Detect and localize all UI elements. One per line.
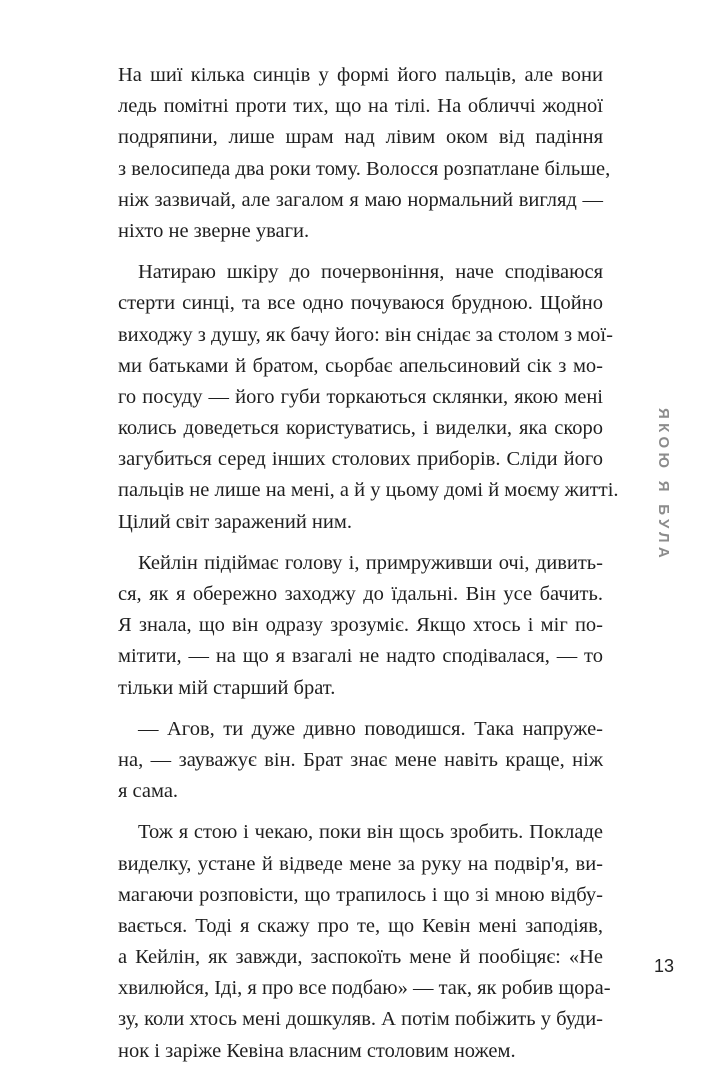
- text-line: Натираю шкіру до почервоніння, наче сподіваюся: [138, 261, 603, 284]
- text-line: виделку, устане й відведе мене за руку на подвір'я, ви-: [118, 852, 603, 875]
- text-line: Кейлін підіймає голову і, примруживши очі, дивить-: [138, 551, 603, 574]
- paragraph-gap: [118, 704, 603, 714]
- text-line: Тож я стою і чекаю, поки він щось зробить. Покладе: [138, 821, 603, 844]
- text-line: хвилюйся, Іді, я про все подбаю» — так, як робив щора-: [118, 977, 611, 1000]
- paragraph-gap: [118, 247, 603, 257]
- paragraph-5: [118, 817, 611, 1067]
- text-line: ся, як я обережно заходжу до їдальні. Він усе бачить.: [118, 583, 603, 605]
- text-line: магаючи розповісти, що трапилось і що зі мною відбу-: [118, 883, 603, 906]
- running-title: ЯКОЮ Я БУЛА: [655, 408, 672, 563]
- text-line: На шиї кілька синців у формі його пальців, але вони: [118, 64, 603, 86]
- text-line: ніхто не зверне уваги.: [118, 219, 310, 242]
- paragraph-gap: [118, 538, 603, 548]
- text-line: на, — зауважує він. Брат знає мене навіть краще, ніж: [118, 748, 603, 771]
- text-line: ніж зазвичай, але загалом я маю нормальний вигляд —: [118, 188, 603, 211]
- text-line: загубиться серед інших столових приборів. Сліди його: [118, 448, 603, 471]
- text-line: а Кейлін, як завжди, заспокоїть мене й пообіцяє: «Не: [118, 946, 603, 969]
- text-line: ледь помітні проти тих, що на тілі. На обличчі жодної: [118, 95, 603, 118]
- text-line: подряпини, лише шрам над лівим оком від падіння: [118, 126, 603, 149]
- text-line: тільки мій старший брат.: [118, 676, 336, 699]
- page-number: 13: [653, 956, 674, 976]
- text-line: стерти синці, та все одно почуваюся брудною. Щойно: [118, 292, 603, 315]
- text-line: пальців не лише на мені, а й у цьому домі й моєму житті.: [118, 479, 619, 502]
- text-line: Я знала, що він одразу зрозуміє. Якщо хтось і міг по-: [118, 614, 603, 637]
- paragraph-4: [118, 714, 603, 808]
- text-line: виходжу з душу, як бачу його: він снідає за столом з мої-: [118, 323, 613, 346]
- paragraph-gap: [118, 807, 603, 817]
- text-line: — Агов, ти дуже дивно поводишся. Така напруже-: [138, 717, 603, 740]
- paragraph-2: [118, 257, 619, 538]
- page-body: [118, 60, 619, 1067]
- text-line: я сама.: [118, 780, 179, 803]
- text-line: вається. Тоді я скажу про те, що Кевін мені заподіяв,: [118, 914, 603, 937]
- paragraph-3: [118, 548, 603, 704]
- text-line: мітити, — на що я взагалі не надто сподівалася, — то: [118, 645, 603, 668]
- text-line: колись доведеться користуватись, і виделки, яка скоро: [118, 417, 603, 440]
- text-line: ми батьками й братом, сьорбає апельсиновий сік з мо-: [118, 354, 603, 377]
- paragraph-1: [118, 60, 611, 247]
- text-line: Цілий світ заражений ним.: [118, 510, 352, 533]
- text-line: з велосипеда два роки тому. Волосся розпатлане більше,: [118, 157, 611, 180]
- text-line: нок і заріже Кевіна власним столовим ножем.: [118, 1039, 516, 1062]
- text-line: го посуду — його губи торкаються склянки, якою мені: [118, 385, 603, 408]
- text-line: зу, коли хтось мені дошкуляв. А потім побіжить у буди-: [118, 1008, 603, 1031]
